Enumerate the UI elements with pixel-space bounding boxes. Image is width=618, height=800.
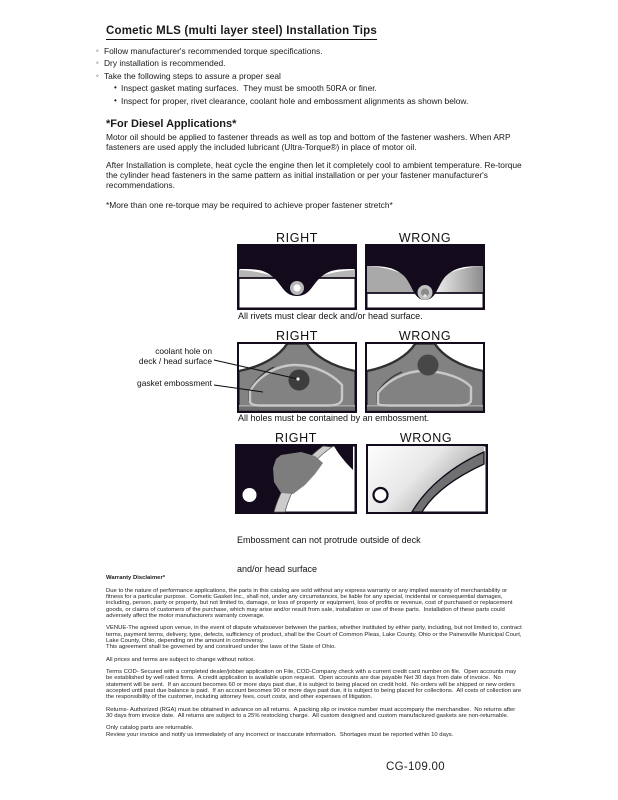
- bullet-icon: ◦: [96, 46, 99, 55]
- bolt-hole-icon: [374, 488, 388, 502]
- disclaimer-heading: Warranty Disclaimer*: [106, 575, 166, 581]
- paragraph: *More than one re-torque may be required to achieve proper fastener stretch*: [106, 200, 393, 210]
- diagram-caption: All holes must be contained by an embossment.: [238, 413, 430, 423]
- disclaimer-paragraph: Returns- Authorized (RGA) must be obtained in advance on all returns. A packing slip or invoice number must accompany the merchandise. No returns after 30 days from invoice date. All returns are subject to a 25% restocking charge. All custom designed and custom manufactured gaskets are non-returnable.: [106, 706, 517, 719]
- disclaimer-paragraph: This agreement shall be governed by and construed under the laws of the State of Ohio.: [106, 644, 336, 651]
- page-title: Cometic MLS (multi layer steel) Installation Tips: [106, 25, 377, 40]
- bullet-icon: •: [114, 95, 117, 105]
- bolt-hole-icon: [243, 488, 257, 502]
- tip-text: Inspect gasket mating surfaces. They must be smooth 50RA or finer.: [121, 83, 377, 94]
- disclaimer-paragraph: VENUE-The agreed upon venue, in the event of dispute whatsoever between the parties, whether instituted by either party, including, but not limited to, contract terms, payment terms, delivery, type, defects, sufficiency of product, shall be the Court of Common Pleas, Lake County, Ohio or the Painesville Municipal Court, Lake County, Ohio, depending on the amount in controversy.: [106, 625, 524, 644]
- tip-text: Take the following steps to assure a proper seal: [104, 70, 281, 81]
- diagram-caption: Embossment can not protrude outside of deck and/or head surface: [237, 535, 421, 574]
- wrong-label: WRONG: [398, 231, 452, 245]
- rivet-wrong-diagram: [365, 244, 485, 310]
- tips-list: [96, 45, 536, 107]
- section-heading-diesel: *For Diesel Applications*: [106, 118, 237, 130]
- disclaimer-paragraph: Due to the nature of performance applications, the parts in this catalog are sold without any express warranty or any implied warranty of merchantability or fitness for a particular purpose. Cometic Gasket Inc., shall not, under any circumstances, be liable for any special, incidental or consequential damages, including, person, party or property, but not limited to, damage, or loss of property or equipment, loss of profits or revenue, cost of purchased or replacement goods, or claims of customers of the purchase, which may arise and/or result from sale, installation or use of these parts. Installation of these parts could adversely affect the motor manufacturers warranty coverage.: [106, 587, 515, 619]
- list-item: [114, 95, 536, 107]
- right-label: RIGHT: [276, 231, 318, 245]
- disclaimer-paragraph: Terms COD- Secured with a completed dealer/jobber application on File, COD-Company check with a current credit card number on file. Open accounts may be established by well rated firms. A credit application is available upon request. Open accounts are due payable Net 30 days from date of invoice. No statement will be sent. If an account becomes 60 or more days past due, it is subject to being placed on credit hold. No orders will be shipped or new orders accepted until past due balance is paid. If an account becomes 90 or more days past due, it is subject to being placed for collections. All costs of collection are the responsibility of the customer, including attorney fees, court costs, and other expenses of litigation.: [106, 668, 523, 701]
- protrusion-wrong-diagram: [366, 444, 488, 514]
- protrusion-right-diagram: [235, 444, 357, 514]
- rivet-right-diagram: [237, 244, 357, 310]
- embossment-wrong-diagram: [365, 342, 485, 413]
- disclaimer-paragraph: All prices and terms are subject to change without notice.: [106, 656, 255, 663]
- gasket-embossment-label: gasket embossment: [137, 378, 212, 388]
- bullet-icon: ◦: [96, 58, 99, 68]
- wrong-label: WRONG: [398, 329, 452, 343]
- list-item: [96, 45, 536, 57]
- right-label: RIGHT: [276, 329, 318, 343]
- paragraph: After Installation is complete, heat cycle the engine then let it completely cool to ambient temperature. Re-torque the cylinder head fasteners in the same pattern as initial installation or per your fastener manufacturer's recommendations.: [106, 160, 525, 190]
- list-item: [114, 82, 536, 94]
- list-item: [96, 70, 536, 82]
- right-label: RIGHT: [275, 431, 317, 445]
- paragraph: Motor oil should be applied to fastener threads as well as top and bottom of the fastener washers. When ARP fasteners are used apply the included lubricant (Ultra-Torque®) in place of motor oil.: [106, 132, 513, 152]
- coolant-hole-label: coolant hole on deck / head surface: [138, 346, 212, 366]
- pointer-lines: [110, 340, 370, 400]
- wrong-label: WRONG: [399, 431, 453, 445]
- tip-text: Inspect for proper, rivet clearance, coolant hole and embossment alignments as shown below.: [121, 95, 469, 106]
- document-code: CG-109.00: [386, 761, 445, 773]
- embossment-pointer-line: [214, 385, 263, 392]
- disclaimer-paragraph: Only catalog parts are returnable.: [106, 725, 194, 732]
- disclaimer-paragraph: Review your invoice and notify us immediately of any incorrect or inaccurate information. Shortages must be reported within 10 days.: [106, 731, 454, 738]
- tip-text: Dry installation is recommended.: [104, 58, 226, 69]
- coolant-pointer-line: [214, 360, 298, 379]
- diagram-caption: All rivets must clear deck and/or head surface.: [238, 311, 423, 321]
- bullet-icon: •: [114, 83, 117, 93]
- warranty-disclaimer: [106, 575, 522, 738]
- list-item: [96, 57, 536, 69]
- bullet-icon: ◦: [96, 70, 99, 80]
- tip-text: Follow manufacturer's recommended torque specifications.: [104, 46, 323, 56]
- coolant-hole-icon: [418, 355, 439, 376]
